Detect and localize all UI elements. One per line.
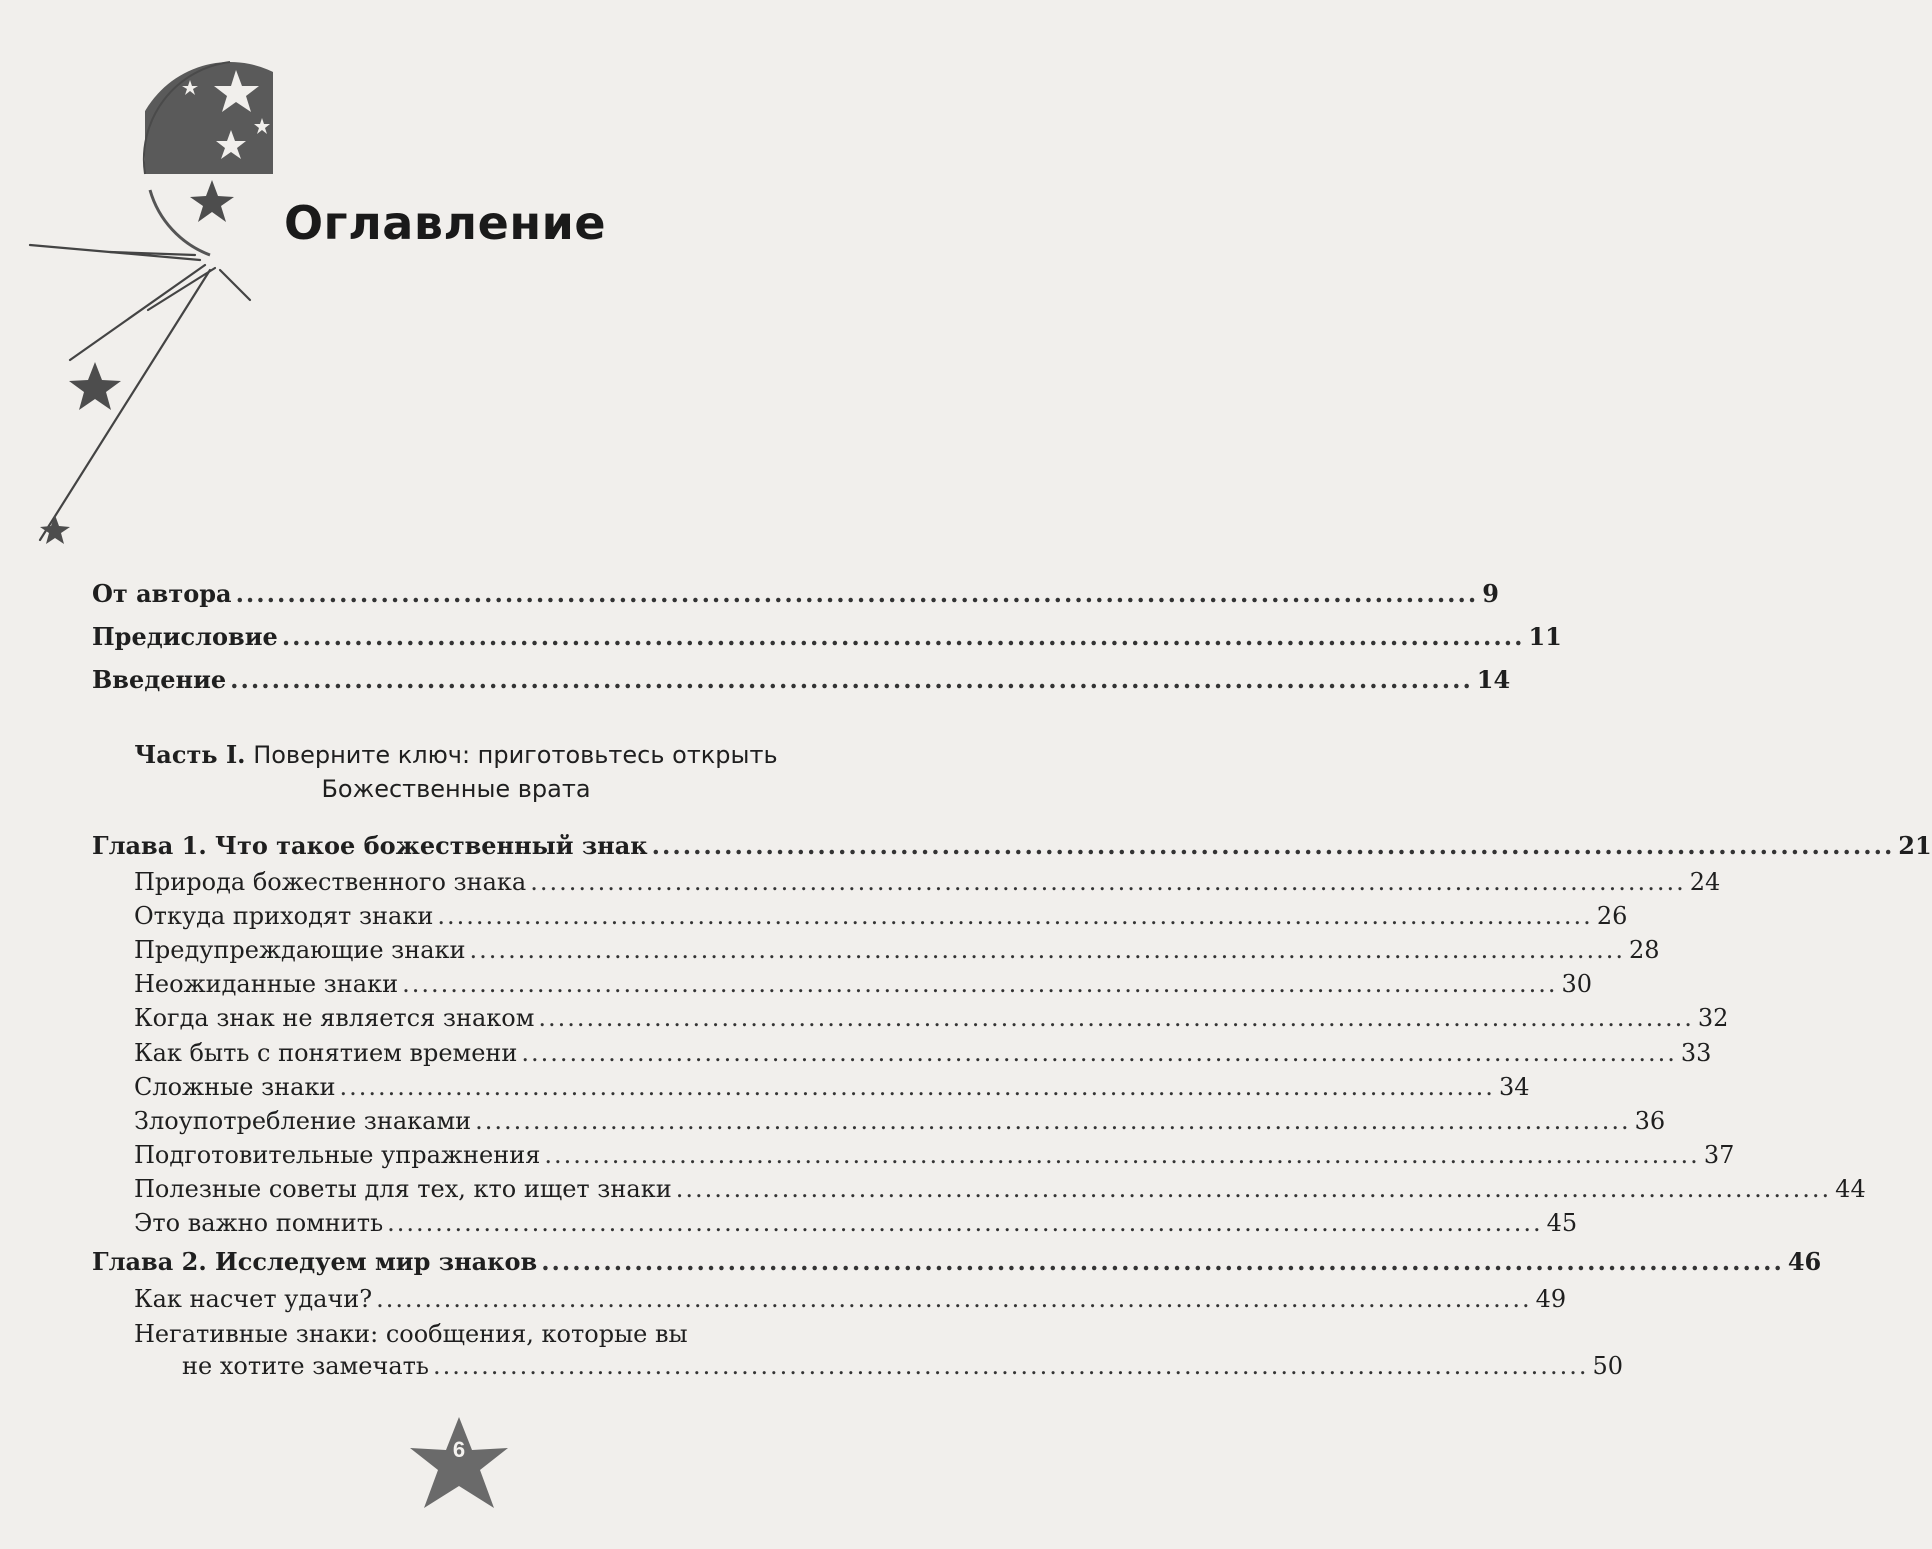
toc-section: Сложные знаки ........................................................................................................................ 34 [134, 1073, 1530, 1101]
toc-section: Откуда приходят знаки ........................................................................................................................ 26 [134, 902, 1628, 930]
page-title: Оглавление [283, 196, 607, 250]
part-title-line1: Поверните ключ: приготовьтесь открыть [253, 741, 778, 769]
part-heading-line2 [92, 772, 820, 806]
entry-page: 14 [1476, 665, 1511, 694]
section-label: Сложные знаки [134, 1073, 336, 1101]
section-page: 28 [1629, 936, 1660, 964]
section-page: 26 [1596, 902, 1628, 930]
chapter-page: 46 [1787, 1247, 1822, 1276]
section-label: Как насчет удачи? [134, 1285, 373, 1313]
section-label: Это важно помнить [134, 1209, 384, 1237]
toc-section: Как насчет удачи? ........................................................................................................................ 49 [134, 1285, 1567, 1313]
toc-section: Когда знак не является знаком ........................................................................................................................ 32 [134, 1004, 1729, 1032]
section-page: 30 [1561, 970, 1593, 998]
section-label: Природа божественного знака [134, 868, 527, 896]
section-page: 32 [1697, 1004, 1729, 1032]
entry-page: 11 [1528, 622, 1562, 651]
page-number-star-icon [404, 1412, 514, 1522]
section-label: Подготовительные упражнения [134, 1141, 541, 1169]
toc-chapter-2: Глава 2. Исследуем мир знаков ........................................................................................................................ 46 [92, 1247, 1822, 1276]
toc-section: Злоупотребление знаками ........................................................................................................................ 36 [134, 1107, 1666, 1135]
section-label-line2: не хотите замечать [182, 1352, 429, 1380]
section-page: 37 [1703, 1141, 1735, 1169]
section-label: Злоупотребление знаками [134, 1107, 472, 1135]
toc-section-multiline: не хотите замечать ........................................................................................................................ 50 [182, 1352, 1623, 1380]
toc-section: Как быть с понятием времени ........................................................................................................................ 33 [134, 1039, 1712, 1067]
entry-label: Введение [92, 665, 227, 694]
section-label: Когда знак не является знаком [134, 1004, 535, 1032]
section-page: 36 [1634, 1107, 1666, 1135]
section-page: 45 [1546, 1209, 1578, 1237]
toc-section: Предупреждающие знаки ........................................................................................................................ 28 [134, 936, 1660, 964]
section-label: Откуда приходят знаки [134, 902, 434, 930]
toc-section: Подготовительные упражнения ........................................................................................................................ 37 [134, 1141, 1735, 1169]
entry-page: 9 [1482, 579, 1499, 608]
section-page: 49 [1535, 1285, 1567, 1313]
toc-section: Природа божественного знака ........................................................................................................................ 24 [134, 868, 1721, 896]
toc-entry-author: От автора ........................................................................................................................ 9 [92, 579, 1499, 608]
section-label: Полезные советы для тех, кто ищет знаки [134, 1175, 672, 1203]
page-number: 6 [452, 1437, 466, 1462]
section-page: 24 [1689, 868, 1721, 896]
part-heading [92, 738, 820, 772]
chapter-label: Глава 1. Что такое божественный знак [92, 831, 648, 860]
section-page: 34 [1498, 1073, 1530, 1101]
section-label: Неожиданные знаки [134, 970, 399, 998]
toc-entry-preface: Предисловие ........................................................................................................................ 11 [92, 622, 1562, 651]
chapter-page: 21 [1898, 831, 1932, 860]
section-label: Как быть с понятием времени [134, 1039, 518, 1067]
part-title-line2: Божественные врата [321, 775, 591, 803]
entry-label: От автора [92, 579, 232, 608]
toc-section: Это важно помнить ........................................................................................................................ 45 [134, 1209, 1578, 1237]
section-page: 50 [1592, 1352, 1623, 1380]
toc-chapter-1: Глава 1. Что такое божественный знак ........................................................................................................................ 21 [92, 831, 1932, 860]
toc-section: Полезные советы для тех, кто ищет знаки ........................................................................................................................ 44 [134, 1175, 1866, 1203]
section-label: Предупреждающие знаки [134, 936, 466, 964]
section-page: 44 [1835, 1175, 1866, 1203]
entry-label: Предисловие [92, 622, 278, 651]
chapter-label: Глава 2. Исследуем мир знаков [92, 1247, 538, 1276]
part-prefix: Часть I. [134, 740, 246, 769]
section-page: 33 [1680, 1039, 1712, 1067]
toc-entry-introduction: Введение ........................................................................................................................ 14 [92, 665, 1511, 694]
section-label-line1: Негативные знаки: сообщения, которые вы [134, 1320, 688, 1348]
toc-section: Неожиданные знаки ........................................................................................................................ 30 [134, 970, 1593, 998]
